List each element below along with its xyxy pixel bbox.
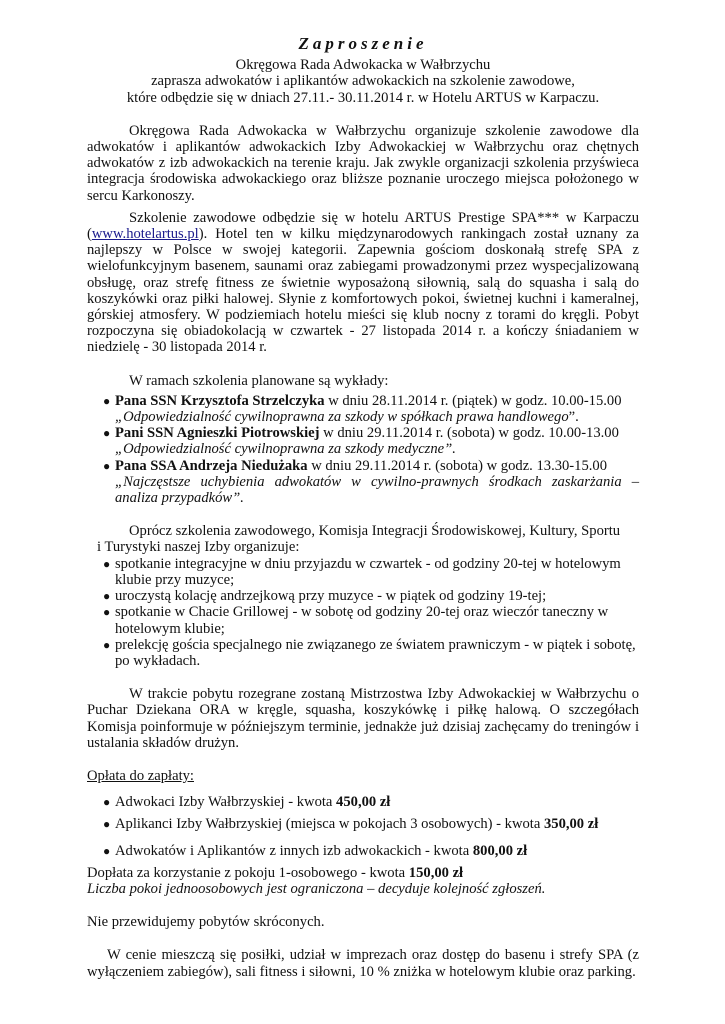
event-text: uroczystą kolację andrzejkową przy muzyce - w piątek od godziny 19-tej; — [115, 588, 547, 605]
hotel-website-link[interactable]: www.hotelartus.pl — [91, 226, 199, 243]
invitation-header — [87, 57, 639, 106]
no-short-stays-note: Nie przewidujemy pobytów skróconych. — [87, 914, 325, 931]
bullet-icon: ● — [103, 589, 111, 604]
lecture-time: w dniu 29.11.2014 r. (sobota) w godz. 10.00-13.00 — [319, 425, 619, 442]
included-in-price-paragraph: W cenie mieszczą się posiłki, udział w imprezach oraz dostęp do basenu i strefy SPA (z wyłączeniem zabiegów), sali fitness i siłowni, 10 % zniżka w hotelowym klubie oraz parking. — [87, 947, 639, 980]
bullet-icon: ● — [103, 393, 111, 408]
lecture-topic: „Odpowiedzialność cywilnoprawna za szkody w spółkach prawa handlowego — [115, 409, 569, 426]
fees-heading: Opłata do zapłaty: — [87, 767, 194, 784]
header-line-3: które odbędzie się w dniach 27.11.- 30.11.2014 r. w Hotelu ARTUS w Karpaczu. — [126, 89, 600, 106]
bullet-icon: ● — [103, 637, 111, 652]
single-room-note: Liczba pokoi jednoosobowych jest ograniczona – decyduje kolejność zgłoszeń. — [87, 880, 546, 897]
single-room-amount: 150,00 zł — [408, 864, 464, 881]
lecture-item — [87, 458, 639, 507]
event-item — [87, 604, 639, 636]
event-text: prelekcję gościa specjalnego nie związanego ze światem prawniczym - w piątek i sobotę, po wykładach. — [115, 636, 636, 669]
event-item — [87, 637, 639, 669]
lecture-item — [87, 425, 639, 457]
lecture-list — [87, 393, 639, 506]
bullet-icon: ● — [103, 426, 111, 441]
bullet-icon: ● — [103, 605, 111, 620]
bullet-icon: ● — [103, 795, 111, 810]
single-room-label: Dopłata za korzystanie z pokoju 1-osobowego - kwota — [87, 864, 409, 881]
bullet-icon: ● — [103, 843, 111, 858]
events-list — [87, 556, 639, 669]
fee-label: Adwokatów i Aplikantów z innych izb adwokackich - kwota — [115, 842, 473, 859]
single-room-surcharge — [87, 865, 639, 881]
header-line-2: zaprasza adwokatów i aplikantów adwokackich na szkolenie zawodowe, — [151, 73, 575, 90]
header-line-1: Okręgowa Rada Adwokacka w Wałbrzychu — [235, 57, 491, 74]
fee-item — [87, 794, 639, 810]
lecture-topic: „Najczęstsze uchybienia adwokatów w cywilno-prawnych środkach zaskarżania – analiza przypadków”. — [115, 473, 639, 507]
lecture-topic: „Odpowiedzialność cywilnoprawna za szkody medyczne”. — [115, 441, 456, 458]
lecture-item — [87, 393, 639, 425]
event-text: spotkanie integracyjne w dniu przyjazdu w czwartek - od godziny 20-tej w hotelowym klubie przy muzyce; — [115, 555, 621, 588]
events-intro-line-2: i Turystyki naszej Izby organizuje: — [97, 539, 300, 556]
fees-list — [87, 794, 639, 859]
fee-amount: 450,00 zł — [336, 794, 391, 811]
hotel-paragraph — [87, 210, 639, 356]
hotel-text-after-link: ). Hotel ten w kilku międzynarodowych rankingach został uznany za najlepszy w Polsce w swojej kategorii. Zapewnia gościom doskonałą strefę SPA z wielofunkcyjnym basenem, saunami oraz zabiegami prowadzonymi przez wyspecjalizowaną obsługę, oraz strefę fitness ze świetnie wyposażoną siłownią, salą do squasha i salą do koszykówki oraz piłki halowej. Słynie z komfortowych pokoi, świetnej kuchni i kameralnej, górskiej atmosfery. W podziemiach hotelu mieści się klub nocny z torami do kręgli. Pobyt rozpoczyna się obiadokolacją w czwartek - 27 listopada 2014 r. a kończy śniadaniem w niedzielę - 30 listopada 2014 r. — [87, 226, 639, 356]
lecturer-name: Pani SSN Agnieszki Piotrowskiej — [115, 425, 320, 442]
bullet-icon: ● — [103, 556, 111, 571]
lecture-time: w dniu 28.11.2014 r. (piątek) w godz. 10.00-15.00 — [324, 392, 622, 409]
event-item — [87, 588, 639, 604]
lecture-topic-end: ”. — [568, 409, 579, 426]
event-text: spotkanie w Chacie Grillowej - w sobotę od godziny 20-tej oraz wieczór taneczny w hotelowym klubie; — [115, 604, 609, 637]
bullet-icon: ● — [103, 817, 111, 832]
intro-paragraph: Okręgowa Rada Adwokacka w Wałbrzychu organizuje szkolenie zawodowe dla adwokatów i aplikantów adwokackich Izby Adwokackiej w Wałbrzychu oraz chętnych adwokatów z izb adwokackich na terenie kraju. Jak zwykle organizacji szkolenia przyświeca integracja środowiska adwokackiego oraz bliższe poznanie uroczego miejsca położonego w sercu Karkonoszy. — [87, 122, 639, 204]
tournament-paragraph: W trakcie pobytu rozegrane zostaną Mistrzostwa Izby Adwokackiej w Wałbrzychu o Puchar Dziekana ORA w kręgle, squasha, koszykówkę i piłkę halową. O szczegółach Komisja poinformuje w późniejszym terminie, jednakże już dzisiaj zachęcamy do treningów i ustalania składów drużyn. — [87, 686, 639, 751]
lecturer-name: Pana SSA Andrzeja Niedużaka — [115, 457, 308, 474]
fee-label: Aplikanci Izby Wałbrzyskiej (miejsca w pokojach 3 osobowych) - kwota — [115, 816, 544, 833]
bullet-icon: ● — [103, 458, 111, 473]
fee-amount: 350,00 zł — [543, 816, 599, 833]
fee-item — [87, 816, 639, 832]
fee-label: Adwokaci Izby Wałbrzyskiej - kwota — [115, 794, 337, 811]
lectures-intro: W ramach szkolenia planowane są wykłady: — [129, 372, 389, 389]
fee-amount: 800,00 zł — [472, 842, 528, 859]
hotel-text-before-link: Szkolenie zawodowe odbędzie się w hotelu ARTUS Prestige SPA*** w Karpaczu ( — [87, 209, 639, 243]
document-title: Zaproszenie — [298, 34, 428, 53]
lecture-time: w dniu 29.11.2014 r. (sobota) w godz. 13.30-15.00 — [307, 457, 608, 474]
events-intro-line-1: Oprócz szkolenia zawodowego, Komisja Integracji Środowiskowej, Kultury, Sportu — [129, 523, 621, 540]
event-item — [87, 556, 639, 588]
fee-item — [87, 843, 639, 859]
lecturer-name: Pana SSN Krzysztofa Strzelczyka — [115, 392, 325, 409]
